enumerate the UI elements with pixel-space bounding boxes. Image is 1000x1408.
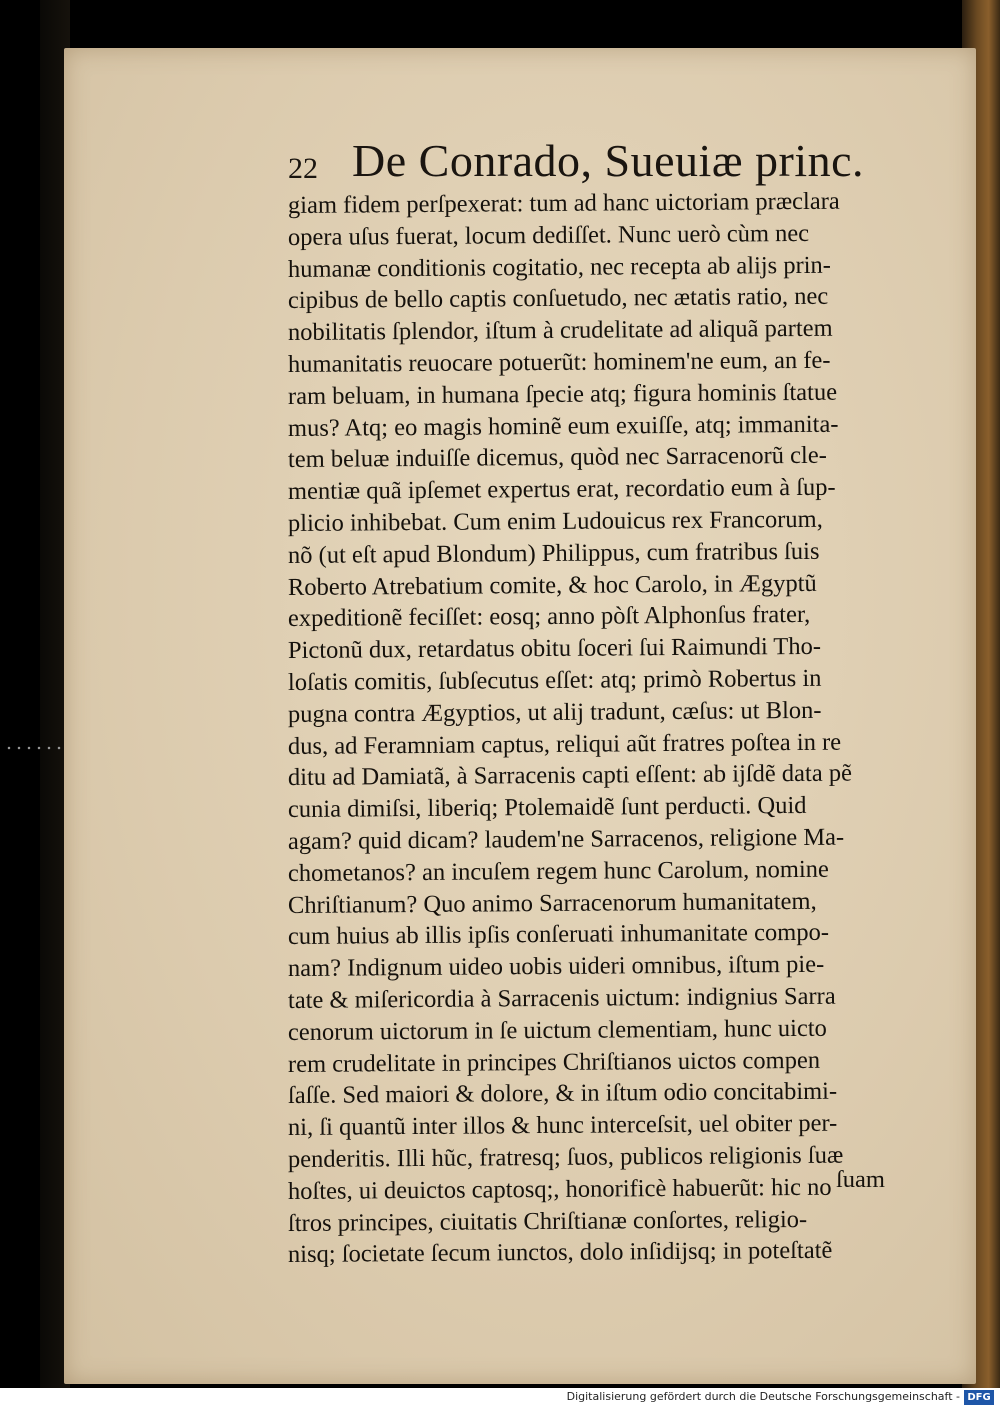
text-line: Roberto Atrebatium comite, & hoc Carolo, in Ægyptũ — [287, 569, 817, 601]
text-line: opera uſus fuerat, locum dediſſet. Nunc uerò cùm nec — [287, 219, 810, 251]
text-line: ditu ad Damiatã, à Sarracenis capti eſſent: ab ijſdẽ data pẽ — [287, 759, 853, 792]
text-line: cum huius ab illis ipſis conſeruati inhumanitate compo- — [287, 919, 830, 951]
text-line: plicio inhibebat. Cum enim Ludouicus rex Francorum, — [287, 505, 823, 537]
footer-bar — [0, 1388, 1000, 1408]
text-line: agam? quid dicam? laudem'ne Sarracenos, religione Ma- — [287, 823, 845, 855]
text-line: expeditionẽ feciſſet: eosq; anno pòſt Alphonſus frater, — [287, 601, 811, 633]
funding-credit: Digitalisierung gefördert durch die Deutsche Forschungsgemeinschaft - — [566, 1390, 960, 1403]
text-line: ſaſſe. Sed maiori & dolore, & in iſtum odio concitabimi- — [287, 1078, 838, 1110]
catchword: ſuam — [836, 1166, 885, 1193]
margin-dots — [4, 746, 64, 750]
running-head: De Conrado, Sueuiæ princ. — [352, 135, 865, 186]
text-line: giam fidem perſpexerat: tum ad hanc uictoriam præclara — [287, 187, 840, 219]
text-line: Chriſtianum? Quo animo Sarracenorum humanitatem, — [287, 887, 817, 919]
text-line: tem beluæ induiſſe dicemus, quòd nec Sarracenorũ cle- — [287, 442, 827, 474]
text-line: mus? Atq; eo magis hominẽ eum exuiſſe, atq; immanita- — [287, 410, 839, 442]
text-line: ram beluam, in humana ſpecie atq; figura hominis ſtatue — [287, 378, 838, 410]
body-text — [287, 187, 888, 1271]
page-number: 22 — [288, 152, 318, 185]
text-line: nam? Indignum uideo uobis uideri omnibus, iſtum pie- — [287, 950, 825, 983]
text-line: pugna contra Ægyptios, ut alij tradunt, cæſus: ut Blon- — [287, 696, 822, 728]
text-line: tate & miſericordia à Sarracenis uictum: indignius Sarra — [287, 982, 836, 1014]
text-line: humanitatis reuocare potuerũt: hominem'ne eum, an fe- — [287, 346, 831, 378]
page-header — [288, 135, 865, 188]
text-line: cenorum uictorum in ſe uictum clementiam, hunc uicto — [287, 1014, 827, 1046]
text-line: ſtros principes, ciuitatis Chriſtianæ conſortes, religio- — [287, 1205, 808, 1237]
text-line: cunia dimiſsi, liberiq; Ptolemaidẽ ſunt perducti. Quid — [287, 792, 807, 824]
text-line: loſatis comitis, ſubſecutus eſſet: atq; primò Robertus in — [287, 664, 822, 696]
dfg-logo: DFG — [964, 1390, 994, 1405]
text-line: nobilitatis ſplendor, iſtum à crudelitate ad aliquã partem — [287, 314, 833, 347]
text-line: nõ (ut eſt apud Blondum) Philippus, cum fratribus ſuis — [287, 537, 820, 569]
text-line: chometanos? an incuſem regem hunc Carolum, nomine — [287, 855, 829, 887]
text-line: ni, ſi quantũ inter illos & hunc interceſsit, uel obiter per- — [287, 1109, 838, 1142]
text-line: penderitis. Illi hũc, fratresq; ſuos, publicos religionis ſuæ — [287, 1141, 844, 1173]
text-line: cipibus de bello captis conſuetudo, nec ætatis ratio, nec — [287, 283, 829, 315]
text-line: hoſtes, ui deuictos captosq;, honorificè habuerũt: hic no — [287, 1173, 832, 1205]
text-line: nisq; ſocietate ſecum iunctos, dolo inſidijsq; in poteſtatẽ — [287, 1237, 833, 1269]
text-line: rem crudelitate in principes Chriſtianos uictos compen — [287, 1046, 821, 1078]
text-line: Pictonũ dux, retardatus obitu ſoceri ſui Raimundi Tho- — [287, 632, 822, 665]
text-line: mentiæ quã ipſemet expertus erat, recordatio eum à ſup- — [287, 473, 836, 506]
text-line: dus, ad Feramniam captus, reliqui aũt fratres poſtea in re — [287, 728, 842, 760]
text-line: humanæ conditionis cogitatio, nec recepta ab alijs prin- — [287, 251, 832, 283]
